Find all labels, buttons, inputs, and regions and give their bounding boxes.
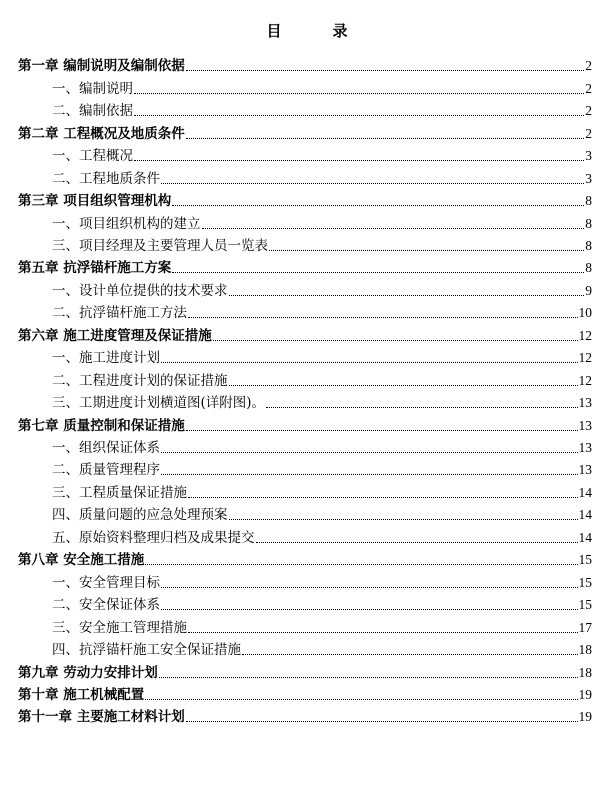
toc-entry-label: 一、工程概况 [52,148,133,165]
toc-page-number: 2 [585,80,592,96]
toc-page-number: 3 [585,170,592,186]
toc-section-entry[interactable] [52,523,592,545]
toc-page-number: 2 [585,58,592,74]
dot-leader [229,518,578,520]
toc-page-number: 19 [578,686,592,702]
toc-entry-label: 三、工期进度计划横道图(详附图)。 [52,395,266,412]
toc-entry-label: 三、工程质量保证措施 [52,484,187,501]
toc-page-number: 15 [578,574,592,590]
toc-page-number: 8 [585,215,592,231]
toc-chapter-entry[interactable] [18,681,592,703]
toc-chapter-entry[interactable] [18,546,592,568]
dot-leader [229,294,585,296]
toc-page-number: 12 [578,372,592,388]
toc-entry-label: 一、组织保证体系 [52,440,160,457]
toc-entry-label: 三、安全施工管理措施 [52,619,187,636]
dot-leader [161,473,578,475]
toc-entry-label: 第三章 项目组织管理机构 [18,193,172,210]
toc-entry-label: 第十一章 主要施工材料计划 [18,709,185,726]
toc-entry-label: 第八章 安全施工措施 [18,552,145,569]
dot-leader [186,720,578,722]
toc-section-entry[interactable] [52,456,592,478]
toc-page-number: 19 [578,709,592,725]
toc-page-number: 13 [578,440,592,456]
toc-entry-label: 三、项目经理及主要管理人员一览表 [52,237,268,254]
toc-entry-label: 一、编制说明 [52,80,133,97]
toc-chapter-entry[interactable] [18,52,592,74]
toc-chapter-entry[interactable] [18,119,592,141]
dot-leader [202,227,585,229]
toc-entry-label: 二、抗浮锚杆施工方法 [52,305,187,322]
toc-section-entry[interactable] [52,142,592,164]
toc-entry-label: 一、安全管理目标 [52,574,160,591]
toc-section-entry[interactable] [52,344,592,366]
toc-entry-label: 四、质量问题的应急处理预案 [52,507,228,524]
toc-section-entry[interactable] [52,97,592,119]
toc-section-entry[interactable] [52,568,592,590]
toc-page-number: 8 [585,260,592,276]
toc-section-entry[interactable] [52,74,592,96]
toc-section-entry[interactable] [52,209,592,231]
toc-section-entry[interactable] [52,232,592,254]
dot-leader [134,159,584,161]
toc-chapter-entry[interactable] [18,187,592,209]
dot-leader [229,384,578,386]
toc-entry-label: 第九章 劳动力安排计划 [18,664,158,681]
toc-chapter-entry[interactable] [18,411,592,433]
toc-chapter-entry[interactable] [18,254,592,276]
toc-section-entry[interactable] [52,613,592,635]
toc-chapter-entry[interactable] [18,321,592,343]
dot-leader [188,496,578,498]
toc-page-number: 18 [578,642,592,658]
dot-leader [161,586,578,588]
toc-page-number: 14 [578,484,592,500]
toc-page-number: 17 [578,619,592,635]
toc-section-entry[interactable] [52,164,592,186]
toc-entry-label: 二、安全保证体系 [52,597,160,614]
toc-chapter-entry[interactable] [18,703,592,725]
toc-entry-label: 一、项目组织机构的建立 [52,215,201,232]
dot-leader [256,541,578,543]
dot-leader [172,271,584,273]
toc-section-entry[interactable] [52,434,592,456]
toc-entry-label: 第五章 抗浮锚杆施工方案 [18,260,172,277]
toc-page-number: 9 [585,282,592,298]
dot-leader [186,137,585,139]
toc-entry-label: 五、原始资料整理归档及成果提交 [52,529,255,546]
toc-entry-label: 第六章 施工进度管理及保证措施 [18,327,212,344]
toc-section-entry[interactable] [52,389,592,411]
toc-entry-label: 第七章 质量控制和保证措施 [18,417,185,434]
toc-title: 目 录 [266,22,366,40]
toc-section-entry[interactable] [52,501,592,523]
toc-section-entry[interactable] [52,479,592,501]
toc-page-number: 18 [578,664,592,680]
dot-leader [242,653,578,655]
toc-page-number: 13 [578,462,592,478]
toc-page-number: 2 [585,103,592,119]
dot-leader [161,451,578,453]
toc-entry-label: 第二章 工程概况及地质条件 [18,125,185,142]
toc-page-number: 8 [585,193,592,209]
dot-leader [145,563,577,565]
toc-entry-label: 一、施工进度计划 [52,350,160,367]
toc-page-number: 10 [578,305,592,321]
toc-page-number: 12 [578,327,592,343]
dot-leader [134,92,584,94]
toc-entry-label: 一、设计单位提供的技术要求 [52,282,228,299]
toc-page-number: 14 [578,529,592,545]
dot-leader [134,114,584,116]
toc-entry-label: 四、抗浮锚杆施工安全保证措施 [52,642,241,659]
toc-entry-label: 二、质量管理程序 [52,462,160,479]
toc-section-entry[interactable] [52,299,592,321]
dot-leader [186,429,578,431]
toc-entry-label: 第一章 编制说明及编制依据 [18,58,185,75]
toc-section-entry[interactable] [52,366,592,388]
dot-leader [161,608,578,610]
dot-leader [161,361,578,363]
toc-page-number: 8 [585,237,592,253]
toc-page-number: 2 [585,125,592,141]
dot-leader [269,249,584,251]
toc-page-number: 13 [578,395,592,411]
dot-leader [145,698,577,700]
toc-page-number: 3 [585,148,592,164]
toc-page-number: 14 [578,507,592,523]
toc-section-entry[interactable] [52,636,592,658]
toc-page-number: 15 [578,552,592,568]
dot-leader [188,316,578,318]
toc-entry-label: 二、工程地质条件 [52,170,160,187]
dot-leader [213,339,578,341]
dot-leader [266,406,577,408]
dot-leader [159,676,578,678]
toc-section-entry[interactable] [52,277,592,299]
dot-leader [161,182,584,184]
toc-entry-label: 第十章 施工机械配置 [18,686,145,703]
dot-leader [186,69,585,71]
toc-page-number: 12 [578,350,592,366]
dot-leader [172,204,584,206]
toc-section-entry[interactable] [52,591,592,613]
toc-chapter-entry[interactable] [18,658,592,680]
toc-entry-label: 二、编制依据 [52,103,133,120]
toc-page-number: 13 [578,417,592,433]
toc-entry-label: 二、工程进度计划的保证措施 [52,372,228,389]
dot-leader [188,631,578,633]
toc-page-number: 15 [578,597,592,613]
